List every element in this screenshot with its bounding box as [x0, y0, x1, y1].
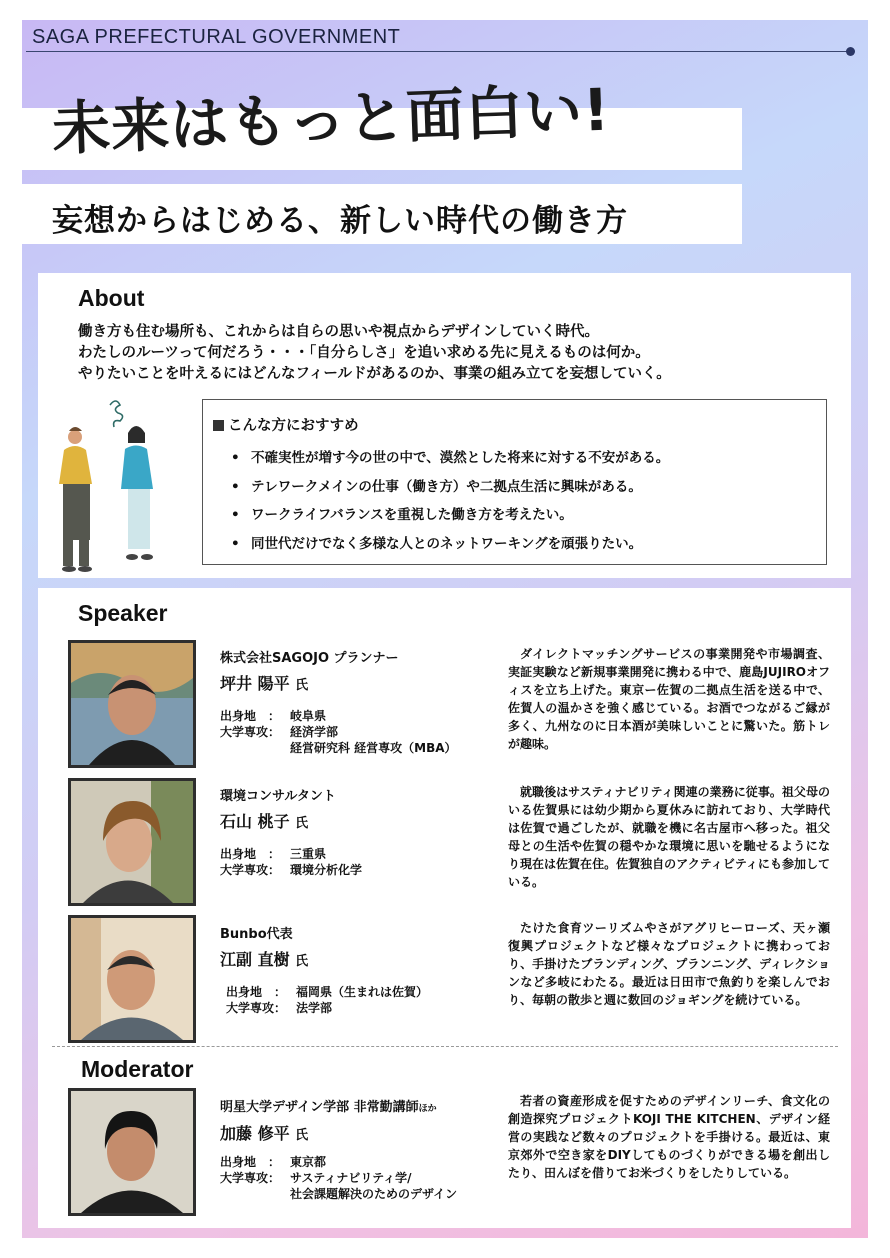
speaker-photo-ezoe: [68, 915, 196, 1043]
major: 経営研究科 経営専攻（MBA）: [290, 741, 457, 755]
speaker-heading: Speaker: [78, 600, 168, 626]
major-label: 大学専攻：: [220, 863, 281, 877]
speaker-role: 株式会社SAGOJO プランナー: [220, 651, 399, 666]
subtitle: 妄想からはじめる、新しい時代の働き方: [52, 203, 628, 239]
speaker-info: [226, 984, 428, 1016]
recommend-list: [225, 446, 669, 560]
recommend-title: [213, 414, 359, 435]
main-title: 未来はもっと面白い!: [50, 75, 612, 163]
moderator-name-text: 加藤 修平: [220, 1124, 290, 1143]
people-illustration: [52, 395, 192, 580]
speaker-name-text: 石山 桃子: [220, 812, 290, 831]
speaker-bio: たけた食育ツーリズムやさがアグリヒーローズ、天ヶ瀬復興プロジェクトなど様々なプロジェクトに携わっており、手掛けたブランディング、プランニング、ディレクションなど多岐にわたる。最近は日田市で魚釣りを楽しんでおり、毎朝の散歩と週に数回のジョギングを続けている。: [508, 921, 830, 1007]
birthplace: 東京都: [290, 1155, 327, 1169]
moderator-name: [220, 1121, 308, 1144]
square-bullet-icon: [213, 420, 224, 431]
header-rule-dot: [846, 47, 855, 56]
list-item: • 不確実性が増す今の世の中で、漠然とした将来に対する不安がある。: [225, 446, 669, 475]
moderator-bio: 若者の資産形成を促すためのデザインリーチ、食文化の創造探究プロジェクトKOJI THE KITCHEN、デザイン経営の実践など数々のプロジェクトを手掛ける。最近は、東京郊外で空き家をDIYしてものづくりができる場を創出したり、田んぼを借りてお米づくりをしたりしている。: [508, 1094, 830, 1180]
major: 経済学部: [290, 725, 339, 739]
birthplace-label: 出身地 ：: [226, 985, 287, 999]
speaker-name-text: 江副 直樹: [220, 950, 290, 969]
about-line: やりたいことを叶えるにはどんなフィールドがあるのか、事業の組み立てを妄想していく。: [78, 366, 671, 382]
list-item: • 同世代だけでなく多様な人とのネットワーキングを頑張りたい。: [225, 532, 669, 561]
moderator-role-text: 明星大学デザイン学部 非常勤講師: [220, 1100, 419, 1115]
speaker-role: 環境コンサルタント: [220, 789, 336, 804]
birthplace: 岐阜県: [290, 709, 327, 723]
speaker-info: [220, 846, 362, 878]
recommend-title-text: こんな方におすすめ: [228, 418, 359, 434]
major-label: 大学専攻：: [220, 1171, 281, 1185]
speaker-bio: ダイレクトマッチングサービスの事業開発や市場調査、実証実験など新規事業開発に携わる中で、鹿島JUJIROオフィスを立ち上げた。東京ー佐賀の二拠点生活を送る中で、佐賀人の温かさを強く感じている。お酒でつながるご縁が多く、九州なのに日本酒が美味しいことに驚いた。筋トレが趣味。: [508, 647, 830, 751]
birthplace: 福岡県（生まれは佐賀）: [296, 985, 429, 999]
about-line: わたしのルーツって何だろう・・・「自分らしさ」を追い求める先に見えるものは何か。: [78, 345, 650, 361]
speaker-role: Bunbo代表: [220, 927, 293, 942]
about-line: 働き方も住む場所も、これからは自らの思いや視点からデザインしていく時代。: [78, 324, 599, 340]
speaker-name: [220, 809, 308, 832]
major: サスティナビリティ学/: [290, 1171, 412, 1185]
section-divider: [52, 1046, 838, 1047]
moderator-photo-kato: [68, 1088, 196, 1216]
birthplace-label: 出身地 ：: [220, 1155, 281, 1169]
speaker-photo-ishiyama: [68, 778, 196, 906]
honorific: 氏: [295, 1128, 309, 1143]
birthplace-label: 出身地 ：: [220, 709, 281, 723]
birthplace: 三重県: [290, 847, 327, 861]
major-label: 大学専攻：: [220, 725, 281, 739]
header-rule: [26, 51, 850, 52]
about-section: [38, 273, 851, 578]
major: 環境分析化学: [290, 863, 363, 877]
speaker-info: [220, 708, 457, 756]
honorific: 氏: [295, 816, 309, 831]
honorific: 氏: [295, 678, 309, 693]
moderator-role: [220, 1096, 437, 1115]
birthplace-label: 出身地 ：: [220, 847, 281, 861]
major-label: 大学専攻：: [226, 1001, 287, 1015]
list-item: • テレワークメインの仕事（働き方）や二拠点生活に興味がある。: [225, 475, 669, 504]
org-name: SAGA PREFECTURAL GOVERNMENT: [32, 26, 401, 48]
recommend-box: [202, 399, 827, 565]
speaker-name: [220, 671, 308, 694]
speaker-name: [220, 947, 308, 970]
moderator-heading: Moderator: [81, 1056, 194, 1082]
about-text: [78, 322, 671, 385]
moderator-info: [220, 1154, 457, 1202]
speaker-photo-tsuboi: [68, 640, 196, 768]
speaker-bio: 就職後はサスティナビリティ関連の業務に従事。祖父母のいる佐賀県には幼少期から夏休みに訪れており、大学時代は佐賀で過ごしたが、就職を機に名古屋市へ移った。祖父母との生活や佐賀の穏やかな環境に思いを馳せるようになり現在は佐賀在住。佐賀独自のアクティビティにも参加している。: [508, 785, 830, 889]
moderator-role-suffix: ほか: [418, 1104, 437, 1114]
about-heading: About: [78, 285, 145, 311]
speaker-name-text: 坪井 陽平: [220, 674, 290, 693]
major: 法学部: [296, 1001, 333, 1015]
honorific: 氏: [295, 954, 309, 969]
major: 社会課題解決のためのデザイン: [290, 1187, 458, 1201]
list-item: • ワークライフバランスを重視した働き方を考えたい。: [225, 503, 669, 532]
speaker-section: [38, 588, 851, 1228]
